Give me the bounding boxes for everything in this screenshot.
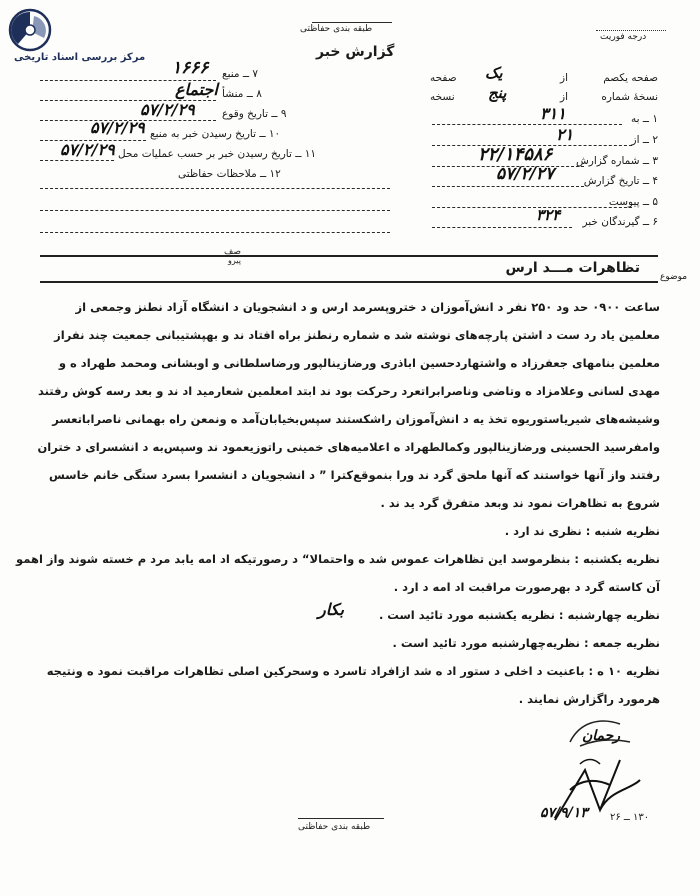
ops-date-value: ۵۷/۲/۲۹ [60,140,115,159]
classification-top: طبقه بندی حفاظتی [300,24,373,34]
footer-code: ۱۳۰ ــ ۲۶ [610,812,650,823]
body-line: مهدی لسانی وعلامزاد ه وتاضی وناصرابراتعرد رحرکت بود ند ابتد امعلمین شعارمید اد ند و بعد رسه کوش رفتند [37,384,660,398]
field-to-value: ۳۱۱ [540,104,566,123]
page-of-value: یک [485,64,503,82]
recipients-line [432,227,572,228]
arrival-date-label: ۱۰ ــ تاریخ رسیدن خبر به منبع [150,128,281,140]
copy-of-value: پنج [488,84,507,102]
copy-from: از [560,91,568,103]
subject-text: تظاهرات مـــد ارس [505,260,640,276]
handwritten-note: بکار [318,600,344,619]
archive-logo-text: مرکز بررسی اسناد تاریخی [14,52,146,63]
field-from-value: ۲۱ [556,125,574,144]
report-date-label: ۴ ــ تاریخ گزارش [583,175,658,187]
notes-line-1 [40,188,390,189]
source-value: ۱۶۶۶ [172,58,209,78]
body-line: ساعت ۰۹۰۰ حد ود ۲۵۰ نفر د انش‌آموزان د ختروپسرمد ارس و د انشجویان د انشگاه آزاد نطنز وجمعی از [75,300,660,314]
subject-tag-bottom: پیرو [228,256,241,265]
security-notes-label: ۱۲ ــ ملاحظات حفاظتی [178,168,281,180]
recipients-value: ۳۲۴ [536,206,561,224]
comment-line: نظریه چهارشنبه : نظریه یکشنبه مورد تائید است . [378,608,660,622]
field-to-label: ۱ ــ به [630,113,658,125]
attachment-label: ۵ ــ پیوست [608,196,658,208]
subject-label: موضوع [660,272,688,282]
archive-logo [8,8,148,64]
body-line: معلمین یاد رد ست د اشتن پارچه‌های نوشته شد ه شماره رنطنز براه افتاد ند و بهپشتیبانی جمعیت چند نفراز [54,328,660,342]
field-from-label: ۲ ــ از [631,134,658,146]
report-number-value: ۲۲/۱۴۵۸۶ [478,144,553,165]
priority-label: درجه فوریت [600,32,647,42]
occurrence-date-label: ۹ ــ تاریخ وقوع [222,108,287,120]
arrival-date-value: ۵۷/۲/۲۹ [90,118,145,137]
priority-line [596,30,666,31]
copy-number-label: نسخهٔ شماره [601,91,658,103]
attachment-line [432,207,632,208]
body-line: معلمین بنامهای جعفرزاد ه واشتهاردحسین اباذری ورضازینالپور ورضاسلطانی و اوبشانی ومحمد طهراد ه و [58,356,660,370]
initials: رحمان [582,728,621,744]
report-date-value: ۵۷/۲/۲۷ [496,164,555,184]
ops-date-line [40,160,114,161]
classification-line [312,22,392,23]
footer-classification-line [298,818,384,819]
comment-line: نظریه جمعه : نظریه‌چهارشنبه مورد تائید است . [392,636,660,650]
comment-line: هرمورد راگزارش نمایند . [518,692,660,706]
report-number-label: ۳ ــ شماره گزارش [575,155,658,167]
page-label: صفحه [430,72,457,84]
notes-line-3 [40,232,390,233]
origin-value: اجتماع [175,80,218,99]
body-line: وشیشه‌های شیریاستوریوه تخذ یه د انش‌آموزان راشکستند سپس‌بخیابان‌آمد ه ونمعن راه بهمانی ناصراباتعسر [52,412,660,426]
recipients-label: ۶ ــ گیرندگان خبر [582,216,658,228]
field-to-line [432,124,622,125]
ops-date-label: ۱۱ ــ تاریخ رسیدن خبر بر حسب عملیات محل [118,148,317,160]
report-date-line [432,186,584,187]
page-from: از [560,72,568,84]
page-label-one: صفحه یکصم [603,72,658,84]
notes-line-2 [40,210,390,211]
initials-scribble-icon [560,712,640,752]
source-label: ۷ ــ منبع [222,68,259,80]
comment-line: نظریه شنبه : نظری ند ارد . [504,524,660,538]
body-line: شروع به تظاهرات نمود ند وبعد متفرق گرد ید ند . [380,496,660,510]
comment-line: آن کاسته گرد د بهرصورت مراقبت اد امه د ارد . [393,580,660,594]
body-line: رفتند واز آنها خواستند که آنها ملحق گرد ند ورا بنموقع‌کترا ” د انشجویان د انشسرا بسرد ستگی خانم خاسس [49,468,660,482]
origin-label: ۸ ــ منشأ [222,88,262,100]
copy-label: نسخه [430,91,455,103]
comment-line: نظریه یکشنبه : بنظرموسد این تظاهرات عموس شد ه واحتمالا“ د رصورتیکه اد امه یابد مرد م خسته شوند واز اهمو [16,552,660,566]
classification-bottom: طبقه بندی حفاظتی [298,822,371,832]
form-title: گزارش خبر [316,44,395,60]
body-line: وامفرسید الحسینی ورضازینالپور وکمالطهراد ه اعلامیه‌های خمینی راتوزیعمود ند وسپس‌به د انشسرای د ختران [37,440,660,454]
comment-line: نظریه ۱۰ ه : باعنیت د اخلی د ستور اد ه شد ازافراد تاسرد ه وسحرکین اصلی تظاهرات مراقبت نمود ه ونتیجه [46,664,660,678]
bottom-date: ۵۷/۹/۱۳ [540,805,588,821]
archive-emblem-icon [8,8,52,52]
subject-tag-top: صف [224,247,241,257]
occurrence-date-value: ۵۷/۲/۲۹ [140,100,195,119]
